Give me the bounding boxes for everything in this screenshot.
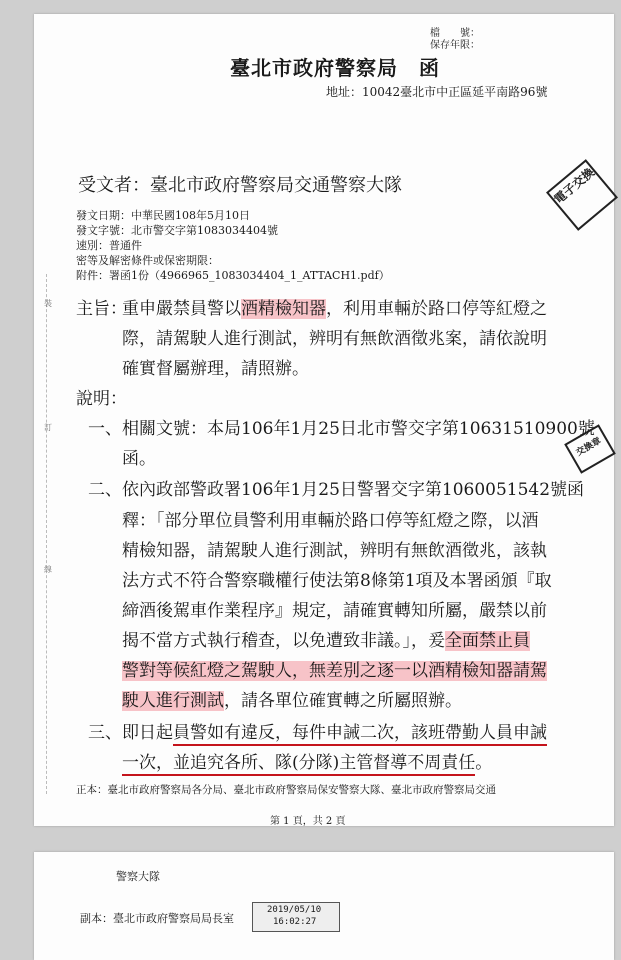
item-2-line-7 [122,656,547,681]
binding-line [46,274,48,794]
underline-penalty: 一次，並追究各所、隊(分隊)主管督導不周責任 [122,753,475,776]
item-1-line-2: 函。 [122,449,156,469]
main-recipients: 正本：臺北市政府警察局各分局、臺北市政府警察局保安警察大隊、臺北市政府警察局交通 [76,784,496,796]
document-title: 臺北市政府警察局 函 [230,56,440,80]
gutter-mark: 訂 [44,423,52,432]
underline-penalty: 員警如有違反，每件申誡二次，該班帶勤人員申誡 [173,723,547,746]
item-2-line-1: 二、依內政部警政署106年1月25日警署交字第1060051542號函 [88,480,585,500]
gutter-mark: 裝 [44,299,52,308]
stamp-time: 16:02:27 [273,917,317,927]
item-3-line-1 [88,718,547,743]
subject-line-3: 確實督屬辦理，請照辦。 [122,359,309,379]
cc-recipients: 副本：臺北市政府警察局局長室 [80,912,234,925]
recipient: 受文者：臺北市政府警察局交通警察大隊 [78,175,402,196]
exchange-timestamp-stamp [252,902,340,932]
item-3-line-2 [122,748,492,773]
document-page-2 [34,852,614,960]
attachment: 附件：署函1份（4966965_1083034404_1_ATTACH1.pdf） [76,269,390,282]
exchange-stamp: 電子交換 [546,159,618,231]
item-2-text: 揭不當方式執行稽查，以免遭致非議。」，爰 [122,631,445,651]
secrecy-level: 密等及解密條件或保密期限： [76,254,219,267]
item-3-text: 三、即日起 [88,723,173,743]
item-2-line-3: 精檢知器，請駕駛人進行測試，辨明有無飲酒徵兆，該執 [122,541,547,561]
subject-text: ，利用車輛於路口停等紅燈之 [326,299,547,319]
page-2-recipient-tail: 警察大隊 [116,870,160,883]
page-number: 第 1 頁，共 2 頁 [270,816,346,827]
item-3-text: 。 [475,753,493,773]
gutter-mark: 線 [44,565,52,574]
item-1-line-1: 一、相關文號：本局106年1月25日北市警交字第10631510900號 [88,419,595,439]
file-no-label: 檔 號： [430,28,480,39]
item-2-line-8 [122,686,462,711]
subject-line-2: 際，請駕駛人進行測試，辨明有無飲酒徵兆案，請依說明 [122,329,547,349]
item-2-line-6 [122,626,530,651]
issue-date: 發文日期：中華民國108年5月10日 [76,209,250,222]
subject-line-1 [122,294,547,319]
explanation-label: 說明： [76,389,127,409]
sender-address: 地址：10042臺北市中正區延平南路96號 [326,85,548,99]
highlight-ban: 駛人進行測試 [122,691,224,711]
issue-number: 發文字號：北市警交字第1083034404號 [76,224,278,237]
stamp-date: 2019/05/10 [267,905,322,915]
item-2-line-4: 法方式不符合警察職權行使法第8條第1項及本署函頒『取 [122,571,552,591]
exchange-stamp-small: 交換章 [564,424,616,473]
delivery-speed: 速別：普通件 [76,239,142,252]
highlight-alcohol-detector: 酒精檢知器 [241,299,326,319]
highlight-ban: 警對等候紅燈之駕駛人，無差別之逐一以酒精檢知器請駕 [122,661,547,681]
item-2-line-5: 締酒後駕車作業程序』規定，請確實轉知所屬，嚴禁以前 [122,601,547,621]
highlight-ban: 全面禁止員 [445,631,530,651]
item-2-line-2: 釋：「部分單位員警利用車輛於路口停等紅燈之際，以酒 [122,511,539,531]
subject-label: 主旨： [76,299,127,319]
retention-label: 保存年限： [430,40,480,51]
subject-text: 重申嚴禁員警以 [122,299,241,319]
document-page-1 [34,14,614,826]
item-2-text: ，請各單位確實轉之所屬照辦。 [224,691,462,711]
